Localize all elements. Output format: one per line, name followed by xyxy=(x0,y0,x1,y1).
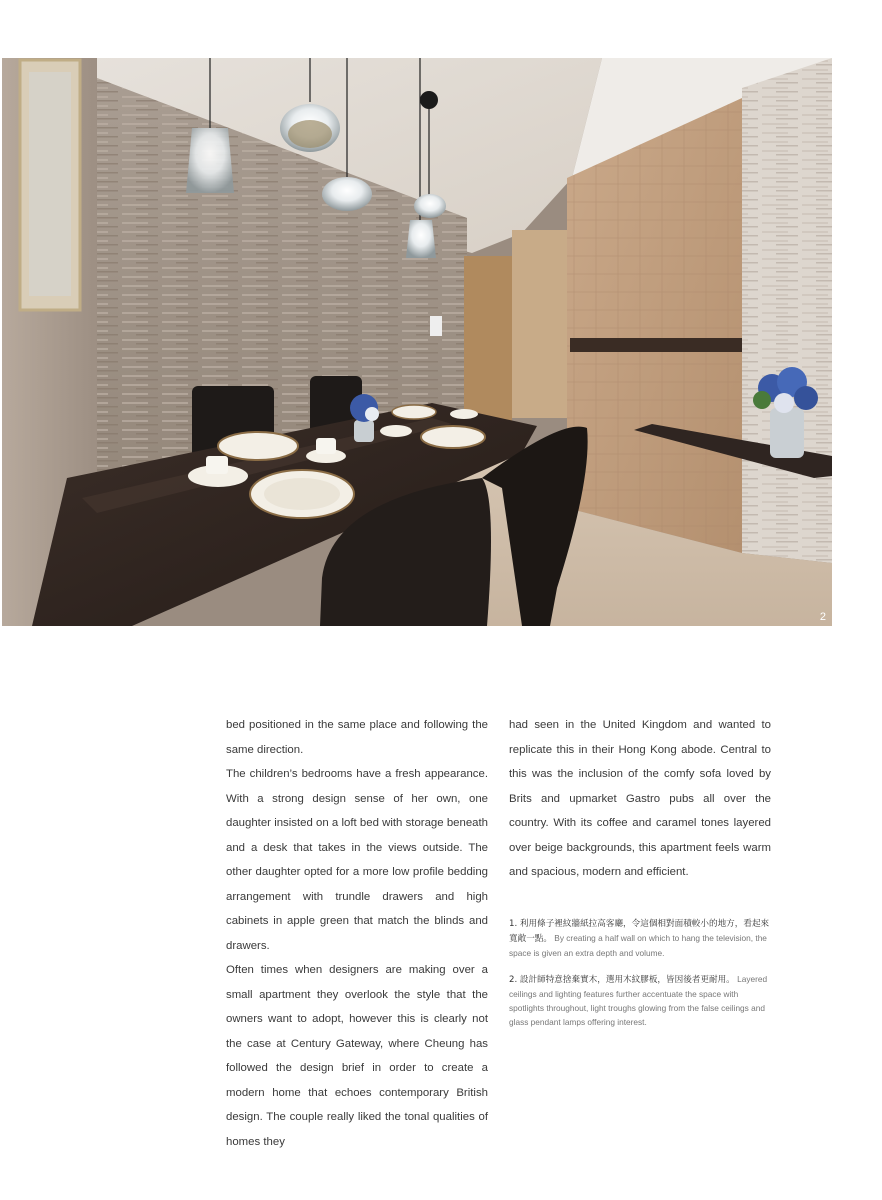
caption-1-english: By creating a half wall on which to hang the television, the space is given an extra depth and volume. xyxy=(509,933,767,958)
photo-number: 2 xyxy=(819,611,826,623)
caption-2-english: Layered ceilings and lighting features further accentuate the space with spotlights throughout, light troughs glowing from the false ceilings and glass pendant lamps offering interest. xyxy=(509,974,768,1027)
caption-2 xyxy=(509,972,771,1029)
paragraph: bed positioned in the same place and following the same direction. xyxy=(226,719,488,756)
paragraph: Often times when designers are making over a small apartment they overlook the style that the owners want to adopt, however this is clearly not the case at Century Gateway, where Cheung has followed the design brief in order to create a modern home that echoes contemporary British design. The couple really liked the tonal qualities of homes they xyxy=(226,964,488,1148)
caption-1-chinese: 1. 利用條子裡紋牆紙拉高客廳，令這個相對面積較小的地方，看起來寬敞一點。 xyxy=(509,919,770,944)
body-text-right-column xyxy=(509,713,771,885)
dining-room-photo xyxy=(2,58,832,626)
paragraph: had seen in the United Kingdom and wanted to replicate this in their Hong Kong abode. Central to this was the inclusion of the comfy sofa loved by Brits and upmarket Gastro pubs all over the country. With its coffee and caramel tones layered over beige backgrounds, this apartment feels warm and spacious, modern and efficient. xyxy=(509,719,771,878)
caption-2-chinese: 2. 設計師特意捨棄實木，選用木紋膠板，皆因後者更耐用。 xyxy=(509,975,735,985)
body-text-left-column xyxy=(226,713,488,1154)
caption-1 xyxy=(509,916,771,960)
paragraph: The children’s bedrooms have a fresh appearance. With a strong design sense of her own, one daughter insisted on a loft bed with storage beneath and a desk that takes in the views outside. The other daughter opted for a more low profile bedding arrangement with trundle drawers and high cabinets in apple green that match the blinds and drawers. xyxy=(226,768,488,952)
